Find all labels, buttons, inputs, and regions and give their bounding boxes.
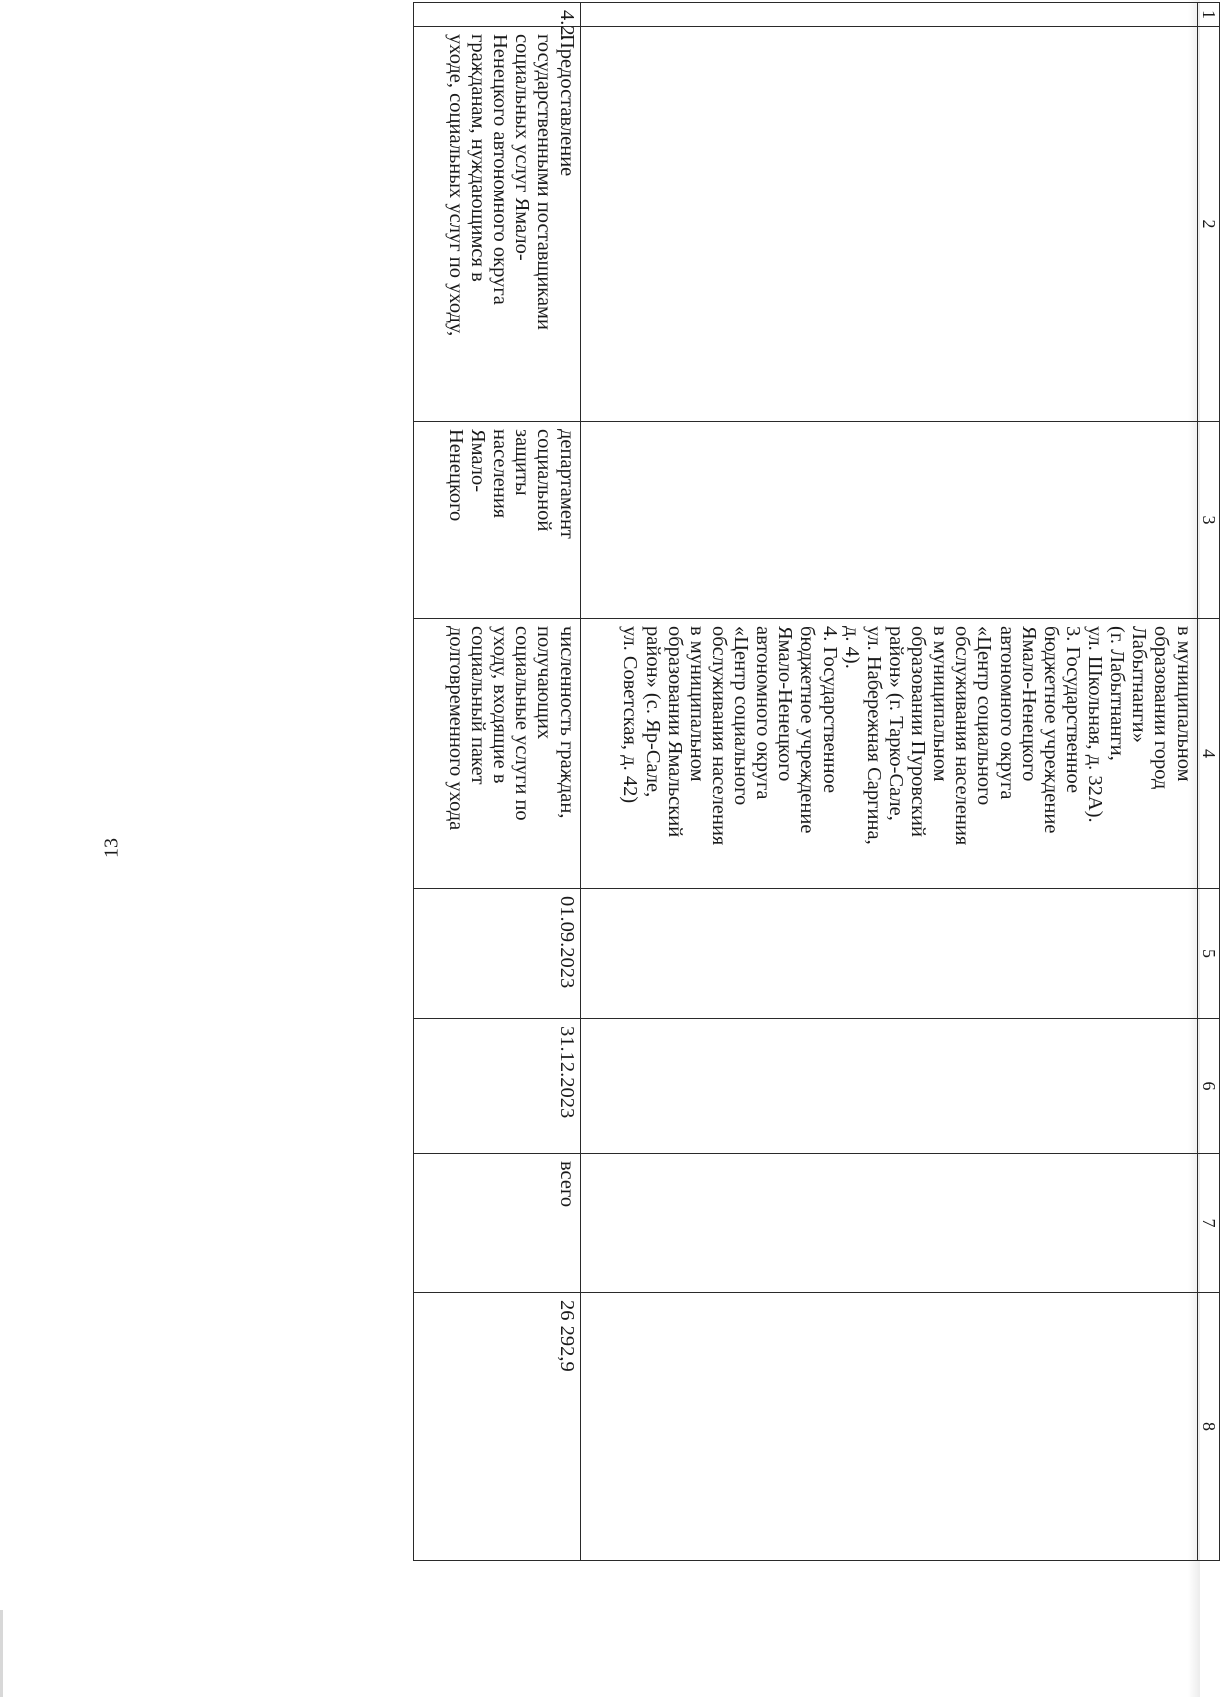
cell-number [580, 2, 1197, 26]
cell-end-date [580, 1018, 1197, 1153]
header-col-6: 6 [1197, 1018, 1219, 1153]
cell-indicator: численность граждан, получающих социальные услуги по уходу, входящие в социальный пакет долговременного ухода [413, 618, 580, 888]
cell-responsible: департамент социальной защиты населения Ямало- Ненецкого [413, 421, 580, 618]
cell-responsible [580, 421, 1197, 618]
header-col-4: 4 [1197, 618, 1219, 888]
cell-amount [580, 1292, 1197, 1560]
cell-amount: 26 292,9 [413, 1292, 580, 1560]
header-col-8: 8 [1197, 1292, 1219, 1560]
cell-executors: в муниципальном образовании город Лабытнанги» (г. Лабытнанги, ул. Школьная, д. 32А). 3. Государственное бюджетное учреждение Ямало-Ненецкого автономного округа «Центр социального обслуживания населения в муниципальном образовании Пуровский район» (г. Тарко-Сале, ул. Набережная Саргина, д. 4). 4. Государственное бюджетное учреждение Ямало-Ненецкого автономного округа «Центр социального обслуживания населения в муниципальном образовании Ямальский район» (с. Яр-Сале, ул. Советская, д. 42) [580, 618, 1197, 888]
rotated-table-container [390, 2, 1220, 1560]
cell-start-date [580, 888, 1197, 1018]
cell-source: всего [413, 1153, 580, 1292]
table-row-continuation [580, 2, 1197, 1560]
cell-event-name [580, 26, 1197, 421]
header-col-2: 2 [1197, 26, 1219, 421]
cell-end-date: 31.12.2023 [413, 1018, 580, 1153]
header-col-1: 1 [1197, 2, 1219, 26]
cell-event-name: Предоставление государственными поставщиками социальных услуг Ямало- Ненецкого автономного округа гражданам, нуждающимся в уходе, социальных услуг по уходу, [413, 26, 580, 421]
header-col-5: 5 [1197, 888, 1219, 1018]
cell-source [580, 1153, 1197, 1292]
header-col-3: 3 [1197, 421, 1219, 618]
scan-left-edge [0, 1610, 3, 1697]
table-row-4-2 [413, 2, 580, 1560]
table-header-row [1197, 2, 1219, 1560]
cell-start-date: 01.09.2023 [413, 888, 580, 1018]
cell-number: 4.2. [413, 2, 580, 26]
program-table [413, 2, 1220, 1561]
header-col-7: 7 [1197, 1153, 1219, 1292]
page-number: 13 [100, 838, 123, 858]
